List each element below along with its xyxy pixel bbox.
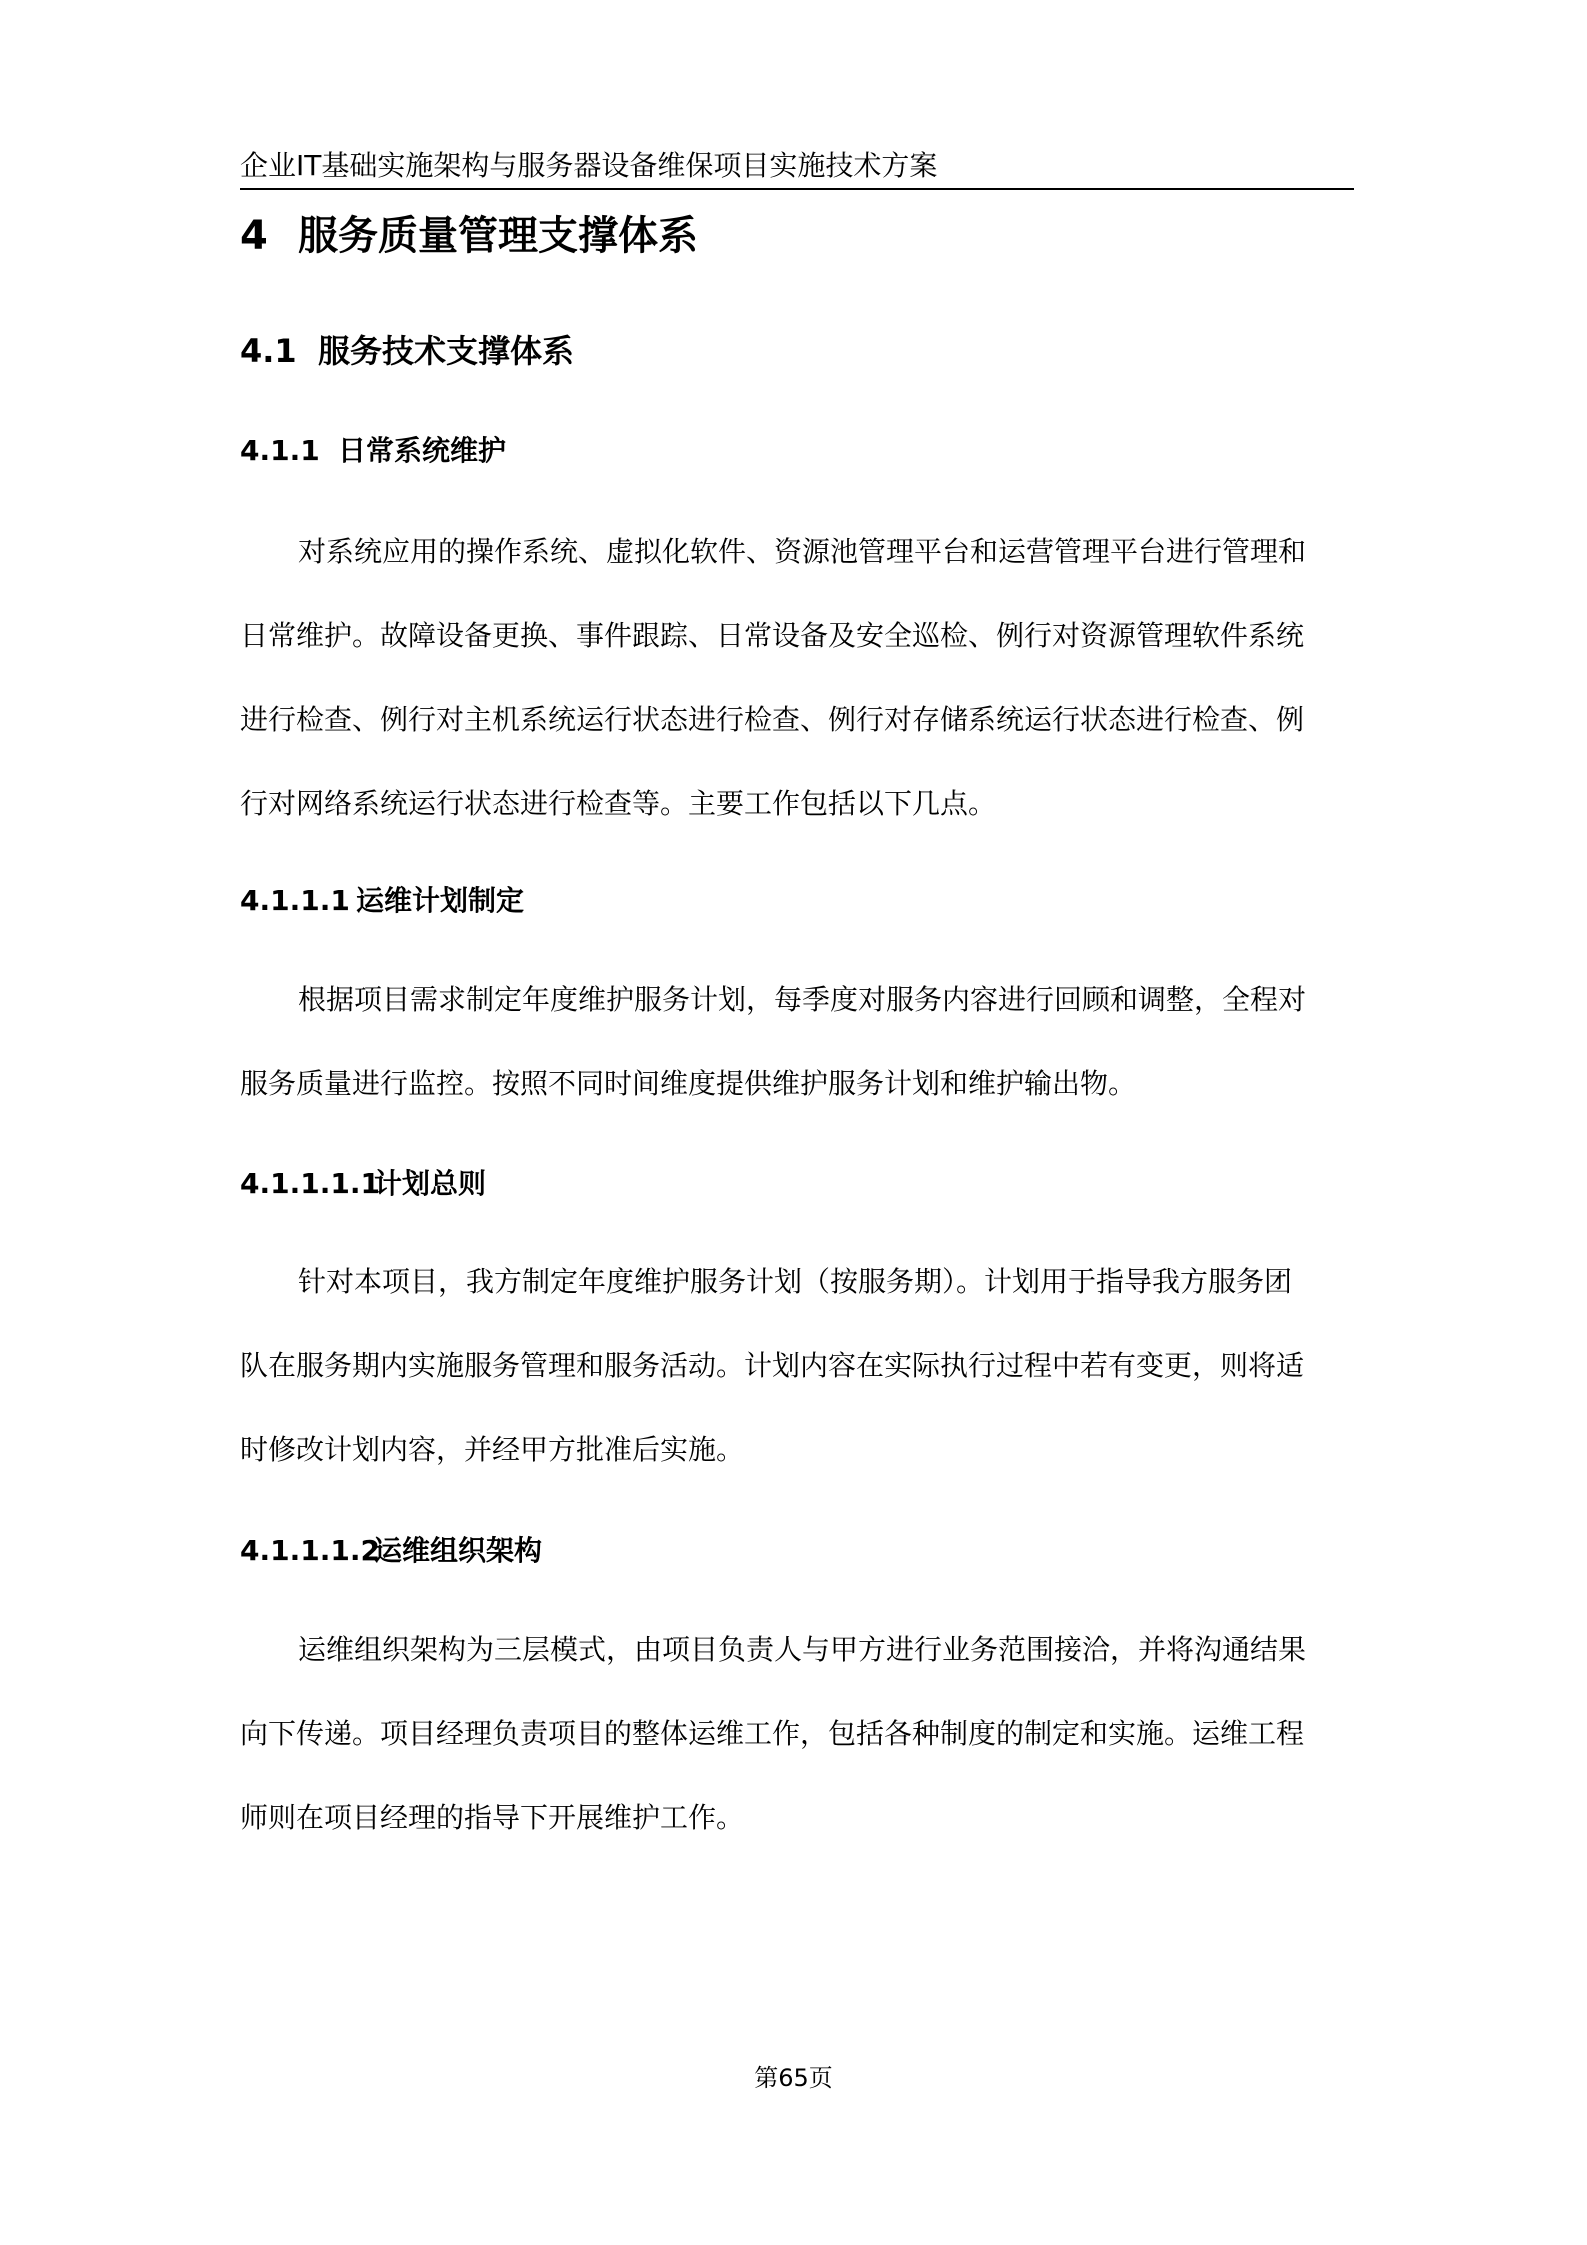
item1-title: 计划总则 xyxy=(374,1167,487,1200)
section-number: 4.1 xyxy=(240,332,297,370)
paragraph-line: 师则在项目经理的指导下开展维护工作。 xyxy=(240,1801,745,1834)
subsection-paragraph xyxy=(240,510,1354,846)
paragraph-line: 运维组织架构为三层模式，由项目负责人与甲方进行业务范围接洽，并将沟通结果 xyxy=(298,1633,1307,1666)
item2-heading xyxy=(240,1533,542,1569)
subsubsection-paragraph xyxy=(240,958,1354,1126)
subsection-title: 日常系统维护 xyxy=(338,434,507,467)
item1-heading xyxy=(240,1166,486,1202)
item2-paragraph xyxy=(240,1608,1354,1860)
running-header: 企业IT基础实施架构与服务器设备维保项目实施技术方案 xyxy=(240,148,1354,190)
subsubsection-heading xyxy=(240,883,524,919)
item2-title: 运维组织架构 xyxy=(374,1534,543,1567)
paragraph-line: 队在服务期内实施服务管理和服务活动。计划内容在实际执行过程中若有变更，则将适 xyxy=(240,1349,1305,1382)
paragraph-line: 对系统应用的操作系统、虚拟化软件、资源池管理平台和运营管理平台进行管理和 xyxy=(298,535,1307,568)
item1-paragraph xyxy=(240,1240,1354,1492)
subsection-heading xyxy=(240,433,506,469)
subsubsection-title: 运维计划制定 xyxy=(356,884,525,917)
subsection-number: 4.1.1 xyxy=(240,434,320,467)
section-heading xyxy=(240,330,574,372)
chapter-heading xyxy=(240,210,698,262)
section-title: 服务技术支撑体系 xyxy=(318,332,575,370)
paragraph-line: 行对网络系统运行状态进行检查等。主要工作包括以下几点。 xyxy=(240,787,997,820)
paragraph-line: 根据项目需求制定年度维护服务计划，每季度对服务内容进行回顾和调整，全程对 xyxy=(298,983,1307,1016)
page-number: 第65页 xyxy=(754,2064,833,2092)
paragraph-line: 日常维护。故障设备更换、事件跟踪、日常设备及安全巡检、例行对资源管理软件系统 xyxy=(240,619,1305,652)
paragraph-line: 针对本项目，我方制定年度维护服务计划（按服务期）。计划用于指导我方服务团 xyxy=(298,1265,1293,1298)
subsubsection-number: 4.1.1.1 xyxy=(240,884,350,917)
paragraph-line: 进行检查、例行对主机系统运行状态进行检查、例行对存储系统运行状态进行检查、例 xyxy=(240,703,1305,736)
paragraph-line: 向下传递。项目经理负责项目的整体运维工作，包括各种制度的制定和实施。运维工程 xyxy=(240,1717,1305,1750)
chapter-title: 服务质量管理支撑体系 xyxy=(298,213,698,259)
paragraph-line: 时修改计划内容，并经甲方批准后实施。 xyxy=(240,1433,745,1466)
paragraph-line: 服务质量进行监控。按照不同时间维度提供维护服务计划和维护输出物。 xyxy=(240,1067,1137,1100)
item2-number: 4.1.1.1.2 xyxy=(240,1534,380,1567)
chapter-number: 4 xyxy=(240,213,268,259)
item1-number: 4.1.1.1.1 xyxy=(240,1167,380,1200)
